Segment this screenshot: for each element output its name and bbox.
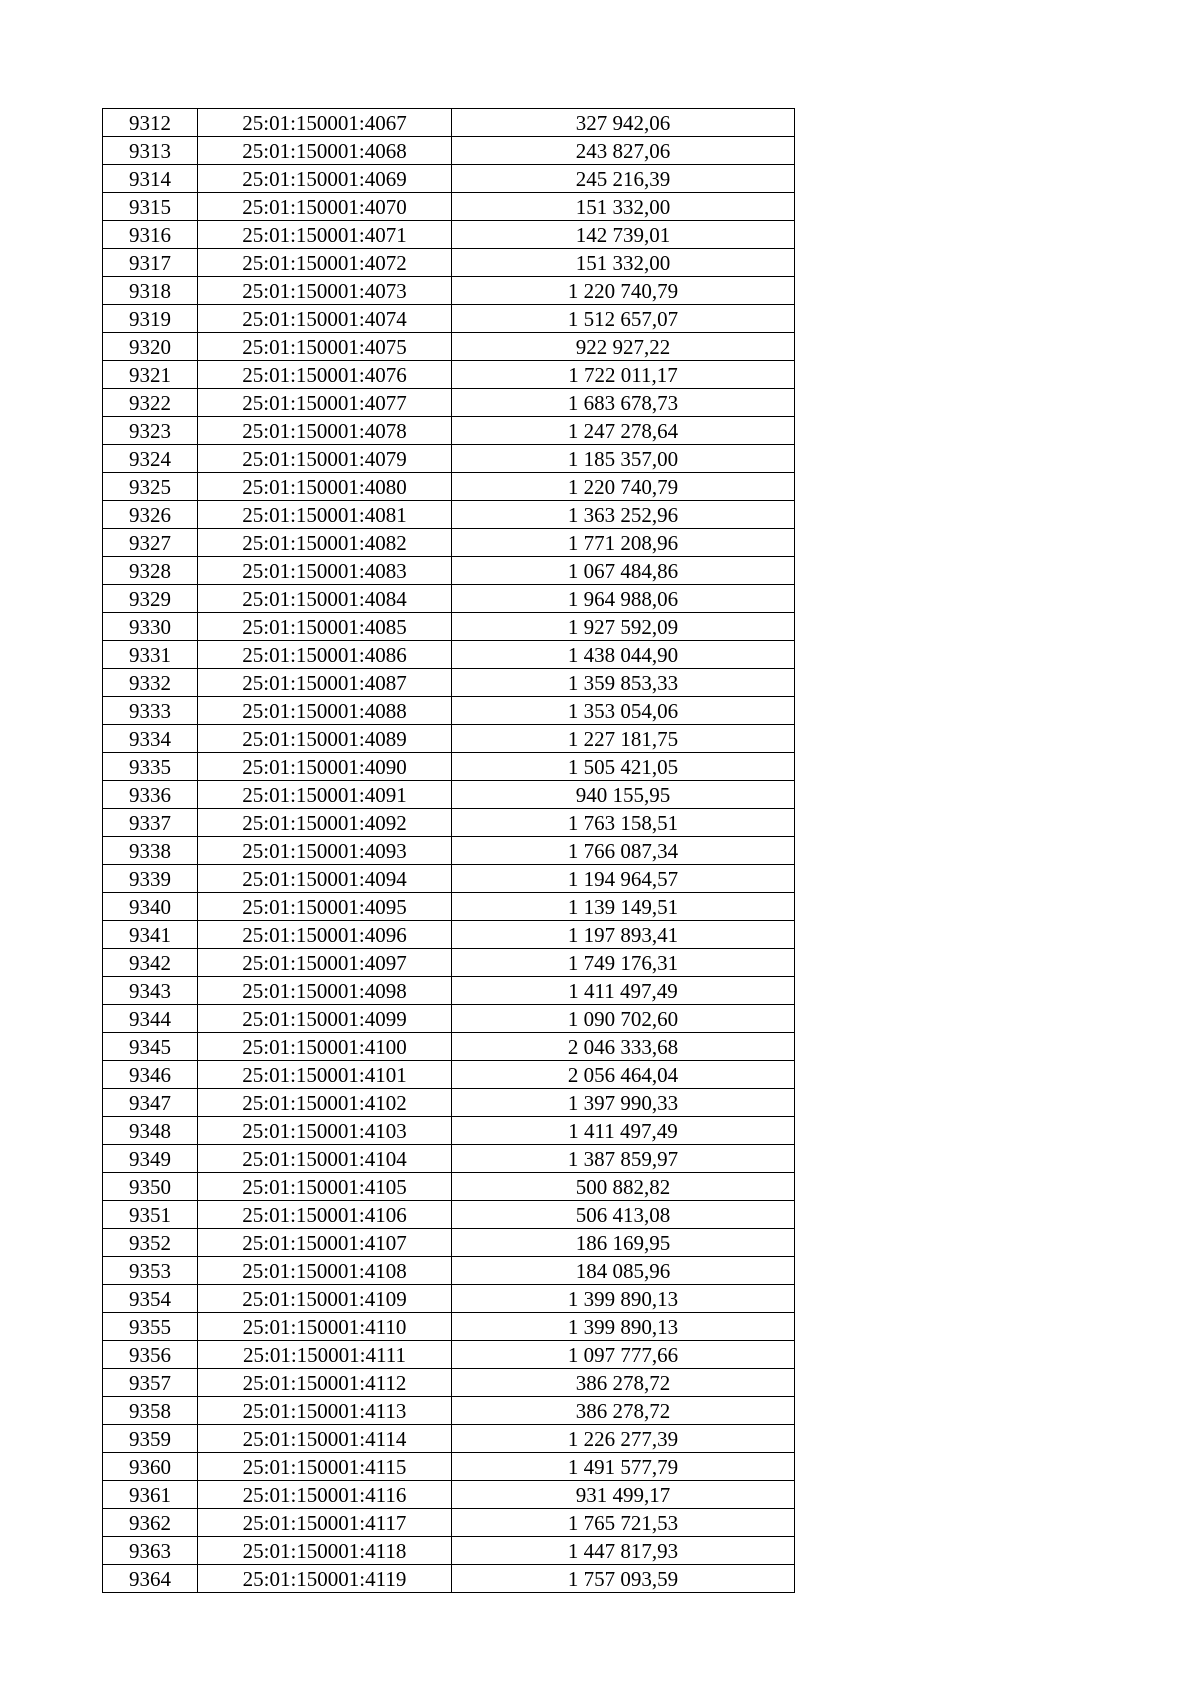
row-number-cell: 9359 — [103, 1425, 198, 1453]
table-row — [103, 445, 795, 473]
cadastral-value-cell: 1 227 181,75 — [452, 725, 795, 753]
cadastral-value-cell: 1 505 421,05 — [452, 753, 795, 781]
table-row — [103, 753, 795, 781]
cadastral-number-cell: 25:01:150001:4093 — [198, 837, 452, 865]
cadastral-number-cell: 25:01:150001:4103 — [198, 1117, 452, 1145]
cadastral-value-cell: 1 220 740,79 — [452, 277, 795, 305]
table-row — [103, 1313, 795, 1341]
cadastral-number-cell: 25:01:150001:4107 — [198, 1229, 452, 1257]
cadastral-number-cell: 25:01:150001:4118 — [198, 1537, 452, 1565]
row-number-cell: 9340 — [103, 893, 198, 921]
table-row — [103, 193, 795, 221]
row-number-cell: 9332 — [103, 669, 198, 697]
table-row — [103, 837, 795, 865]
cadastral-value-cell: 386 278,72 — [452, 1397, 795, 1425]
cadastral-value-cell: 1 491 577,79 — [452, 1453, 795, 1481]
row-number-cell: 9312 — [103, 109, 198, 137]
cadastral-number-cell: 25:01:150001:4104 — [198, 1145, 452, 1173]
cadastral-number-cell: 25:01:150001:4084 — [198, 585, 452, 613]
cadastral-value-cell: 142 739,01 — [452, 221, 795, 249]
row-number-cell: 9352 — [103, 1229, 198, 1257]
cadastral-number-cell: 25:01:150001:4081 — [198, 501, 452, 529]
row-number-cell: 9356 — [103, 1341, 198, 1369]
cadastral-value-cell: 245 216,39 — [452, 165, 795, 193]
row-number-cell: 9341 — [103, 921, 198, 949]
table-row — [103, 473, 795, 501]
cadastral-number-cell: 25:01:150001:4114 — [198, 1425, 452, 1453]
cadastral-value-cell: 1 749 176,31 — [452, 949, 795, 977]
cadastral-number-cell: 25:01:150001:4100 — [198, 1033, 452, 1061]
row-number-cell: 9349 — [103, 1145, 198, 1173]
cadastral-number-cell: 25:01:150001:4116 — [198, 1481, 452, 1509]
table-row — [103, 977, 795, 1005]
cadastral-number-cell: 25:01:150001:4083 — [198, 557, 452, 585]
cadastral-value-cell: 1 363 252,96 — [452, 501, 795, 529]
row-number-cell: 9363 — [103, 1537, 198, 1565]
row-number-cell: 9314 — [103, 165, 198, 193]
cadastral-value-cell: 184 085,96 — [452, 1257, 795, 1285]
cadastral-number-cell: 25:01:150001:4096 — [198, 921, 452, 949]
cadastral-number-cell: 25:01:150001:4068 — [198, 137, 452, 165]
cadastral-value-cell: 1 763 158,51 — [452, 809, 795, 837]
row-number-cell: 9360 — [103, 1453, 198, 1481]
table-row — [103, 249, 795, 277]
table-row — [103, 1173, 795, 1201]
cadastral-number-cell: 25:01:150001:4105 — [198, 1173, 452, 1201]
table-row — [103, 165, 795, 193]
row-number-cell: 9353 — [103, 1257, 198, 1285]
row-number-cell: 9361 — [103, 1481, 198, 1509]
table-row — [103, 1453, 795, 1481]
cadastral-value-cell: 1 757 093,59 — [452, 1565, 795, 1593]
cadastral-value-cell: 386 278,72 — [452, 1369, 795, 1397]
table-row — [103, 1201, 795, 1229]
cadastral-value-cell: 1 097 777,66 — [452, 1341, 795, 1369]
table-row — [103, 1369, 795, 1397]
cadastral-value-cell: 1 067 484,86 — [452, 557, 795, 585]
table-row — [103, 137, 795, 165]
cadastral-value-cell: 1 438 044,90 — [452, 641, 795, 669]
table-row — [103, 1509, 795, 1537]
cadastral-number-cell: 25:01:150001:4078 — [198, 417, 452, 445]
table-row — [103, 949, 795, 977]
cadastral-number-cell: 25:01:150001:4067 — [198, 109, 452, 137]
cadastral-value-cell: 1 220 740,79 — [452, 473, 795, 501]
cadastral-value-cell: 243 827,06 — [452, 137, 795, 165]
cadastral-number-cell: 25:01:150001:4089 — [198, 725, 452, 753]
cadastral-value-cell: 940 155,95 — [452, 781, 795, 809]
row-number-cell: 9357 — [103, 1369, 198, 1397]
cadastral-number-cell: 25:01:150001:4109 — [198, 1285, 452, 1313]
table-row — [103, 1537, 795, 1565]
row-number-cell: 9323 — [103, 417, 198, 445]
table-row — [103, 1285, 795, 1313]
cadastral-number-cell: 25:01:150001:4074 — [198, 305, 452, 333]
row-number-cell: 9345 — [103, 1033, 198, 1061]
table-row — [103, 809, 795, 837]
table-row — [103, 1341, 795, 1369]
cadastral-number-cell: 25:01:150001:4087 — [198, 669, 452, 697]
table-row — [103, 1481, 795, 1509]
table-row — [103, 221, 795, 249]
table-row — [103, 697, 795, 725]
cadastral-value-cell: 1 447 817,93 — [452, 1537, 795, 1565]
cadastral-value-cell: 2 056 464,04 — [452, 1061, 795, 1089]
row-number-cell: 9350 — [103, 1173, 198, 1201]
table-row — [103, 1005, 795, 1033]
row-number-cell: 9326 — [103, 501, 198, 529]
row-number-cell: 9315 — [103, 193, 198, 221]
row-number-cell: 9319 — [103, 305, 198, 333]
row-number-cell: 9324 — [103, 445, 198, 473]
cadastral-number-cell: 25:01:150001:4082 — [198, 529, 452, 557]
cadastral-number-cell: 25:01:150001:4091 — [198, 781, 452, 809]
cadastral-number-cell: 25:01:150001:4072 — [198, 249, 452, 277]
cadastral-value-cell: 1 247 278,64 — [452, 417, 795, 445]
cadastral-number-cell: 25:01:150001:4069 — [198, 165, 452, 193]
table-row — [103, 333, 795, 361]
cadastral-number-cell: 25:01:150001:4076 — [198, 361, 452, 389]
cadastral-value-cell: 922 927,22 — [452, 333, 795, 361]
cadastral-value-cell: 1 359 853,33 — [452, 669, 795, 697]
row-number-cell: 9355 — [103, 1313, 198, 1341]
cadastral-value-cell: 327 942,06 — [452, 109, 795, 137]
cadastral-number-cell: 25:01:150001:4092 — [198, 809, 452, 837]
row-number-cell: 9346 — [103, 1061, 198, 1089]
row-number-cell: 9320 — [103, 333, 198, 361]
cadastral-number-cell: 25:01:150001:4077 — [198, 389, 452, 417]
table-row — [103, 725, 795, 753]
cadastral-value-cell: 1 411 497,49 — [452, 977, 795, 1005]
row-number-cell: 9317 — [103, 249, 198, 277]
row-number-cell: 9329 — [103, 585, 198, 613]
table-row — [103, 1257, 795, 1285]
cadastral-value-cell: 1 722 011,17 — [452, 361, 795, 389]
table-row — [103, 1229, 795, 1257]
row-number-cell: 9354 — [103, 1285, 198, 1313]
table-row — [103, 893, 795, 921]
row-number-cell: 9331 — [103, 641, 198, 669]
cadastral-value-cell: 1 411 497,49 — [452, 1117, 795, 1145]
table-row — [103, 1397, 795, 1425]
table-row — [103, 1033, 795, 1061]
table-row — [103, 1425, 795, 1453]
row-number-cell: 9338 — [103, 837, 198, 865]
cadastral-value-cell: 1 194 964,57 — [452, 865, 795, 893]
table-row — [103, 1565, 795, 1593]
cadastral-value-cell: 1 226 277,39 — [452, 1425, 795, 1453]
row-number-cell: 9344 — [103, 1005, 198, 1033]
cadastral-number-cell: 25:01:150001:4115 — [198, 1453, 452, 1481]
row-number-cell: 9362 — [103, 1509, 198, 1537]
cadastral-value-cell: 1 771 208,96 — [452, 529, 795, 557]
row-number-cell: 9351 — [103, 1201, 198, 1229]
cadastral-number-cell: 25:01:150001:4113 — [198, 1397, 452, 1425]
row-number-cell: 9358 — [103, 1397, 198, 1425]
cadastral-value-cell: 1 766 087,34 — [452, 837, 795, 865]
table-row — [103, 585, 795, 613]
cadastral-number-cell: 25:01:150001:4119 — [198, 1565, 452, 1593]
row-number-cell: 9334 — [103, 725, 198, 753]
cadastral-value-cell: 1 683 678,73 — [452, 389, 795, 417]
cadastral-value-cell: 1 353 054,06 — [452, 697, 795, 725]
row-number-cell: 9325 — [103, 473, 198, 501]
row-number-cell: 9327 — [103, 529, 198, 557]
row-number-cell: 9339 — [103, 865, 198, 893]
table-row — [103, 109, 795, 137]
row-number-cell: 9364 — [103, 1565, 198, 1593]
cadastral-value-cell: 506 413,08 — [452, 1201, 795, 1229]
row-number-cell: 9336 — [103, 781, 198, 809]
row-number-cell: 9335 — [103, 753, 198, 781]
cadastral-value-cell: 500 882,82 — [452, 1173, 795, 1201]
cadastral-value-cell: 1 399 890,13 — [452, 1313, 795, 1341]
cadastral-value-cell: 1 397 990,33 — [452, 1089, 795, 1117]
cadastral-number-cell: 25:01:150001:4097 — [198, 949, 452, 977]
cadastral-value-cell: 1 765 721,53 — [452, 1509, 795, 1537]
row-number-cell: 9316 — [103, 221, 198, 249]
cadastral-number-cell: 25:01:150001:4111 — [198, 1341, 452, 1369]
cadastral-number-cell: 25:01:150001:4095 — [198, 893, 452, 921]
cadastral-value-cell: 1 512 657,07 — [452, 305, 795, 333]
table-row — [103, 529, 795, 557]
table-row — [103, 305, 795, 333]
table-row — [103, 557, 795, 585]
table-row — [103, 389, 795, 417]
cadastral-number-cell: 25:01:150001:4085 — [198, 613, 452, 641]
cadastral-number-cell: 25:01:150001:4088 — [198, 697, 452, 725]
table-row — [103, 1117, 795, 1145]
cadastral-value-cell: 2 046 333,68 — [452, 1033, 795, 1061]
cadastral-number-cell: 25:01:150001:4080 — [198, 473, 452, 501]
cadastral-number-cell: 25:01:150001:4094 — [198, 865, 452, 893]
cadastral-value-cell: 1 927 592,09 — [452, 613, 795, 641]
cadastral-number-cell: 25:01:150001:4108 — [198, 1257, 452, 1285]
cadastral-number-cell: 25:01:150001:4117 — [198, 1509, 452, 1537]
cadastral-value-cell: 1 090 702,60 — [452, 1005, 795, 1033]
table-body — [103, 109, 795, 1593]
cadastral-value-cell: 1 399 890,13 — [452, 1285, 795, 1313]
cadastral-number-cell: 25:01:150001:4098 — [198, 977, 452, 1005]
table-row — [103, 641, 795, 669]
cadastral-value-cell: 1 139 149,51 — [452, 893, 795, 921]
table-row — [103, 1089, 795, 1117]
table-row — [103, 1061, 795, 1089]
cadastral-number-cell: 25:01:150001:4073 — [198, 277, 452, 305]
cadastral-number-cell: 25:01:150001:4090 — [198, 753, 452, 781]
table-row — [103, 781, 795, 809]
row-number-cell: 9342 — [103, 949, 198, 977]
row-number-cell: 9337 — [103, 809, 198, 837]
table-row — [103, 613, 795, 641]
cadastral-number-cell: 25:01:150001:4075 — [198, 333, 452, 361]
row-number-cell: 9318 — [103, 277, 198, 305]
cadastral-value-table — [102, 108, 795, 1593]
table-row — [103, 921, 795, 949]
row-number-cell: 9333 — [103, 697, 198, 725]
row-number-cell: 9330 — [103, 613, 198, 641]
cadastral-value-cell: 1 197 893,41 — [452, 921, 795, 949]
row-number-cell: 9321 — [103, 361, 198, 389]
cadastral-number-cell: 25:01:150001:4112 — [198, 1369, 452, 1397]
table-row — [103, 361, 795, 389]
row-number-cell: 9313 — [103, 137, 198, 165]
cadastral-number-cell: 25:01:150001:4071 — [198, 221, 452, 249]
table-row — [103, 669, 795, 697]
cadastral-number-cell: 25:01:150001:4101 — [198, 1061, 452, 1089]
cadastral-value-cell: 186 169,95 — [452, 1229, 795, 1257]
cadastral-number-cell: 25:01:150001:4102 — [198, 1089, 452, 1117]
cadastral-value-cell: 151 332,00 — [452, 249, 795, 277]
cadastral-value-cell: 151 332,00 — [452, 193, 795, 221]
table-row — [103, 1145, 795, 1173]
cadastral-value-cell: 1 387 859,97 — [452, 1145, 795, 1173]
table-row — [103, 501, 795, 529]
table-row — [103, 277, 795, 305]
cadastral-value-cell: 931 499,17 — [452, 1481, 795, 1509]
row-number-cell: 9343 — [103, 977, 198, 1005]
cadastral-value-cell: 1 185 357,00 — [452, 445, 795, 473]
row-number-cell: 9322 — [103, 389, 198, 417]
cadastral-number-cell: 25:01:150001:4079 — [198, 445, 452, 473]
cadastral-number-cell: 25:01:150001:4106 — [198, 1201, 452, 1229]
table-row — [103, 417, 795, 445]
cadastral-number-cell: 25:01:150001:4070 — [198, 193, 452, 221]
cadastral-number-cell: 25:01:150001:4110 — [198, 1313, 452, 1341]
row-number-cell: 9348 — [103, 1117, 198, 1145]
row-number-cell: 9347 — [103, 1089, 198, 1117]
row-number-cell: 9328 — [103, 557, 198, 585]
table-row — [103, 865, 795, 893]
cadastral-number-cell: 25:01:150001:4099 — [198, 1005, 452, 1033]
cadastral-number-cell: 25:01:150001:4086 — [198, 641, 452, 669]
cadastral-value-cell: 1 964 988,06 — [452, 585, 795, 613]
